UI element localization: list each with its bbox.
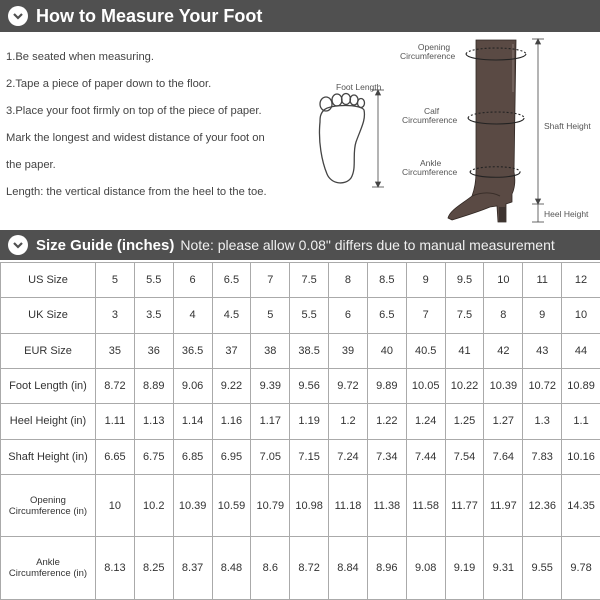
foot-outline-icon	[319, 94, 364, 183]
table-cell: 8.48	[212, 537, 251, 600]
table-cell: 10	[96, 474, 135, 537]
shaft-height-line	[532, 39, 544, 204]
table-cell: 5	[96, 263, 135, 298]
table-cell: 4.5	[212, 298, 251, 333]
table-cell: 6.85	[173, 439, 212, 474]
table-cell: 1.22	[367, 404, 406, 439]
row-header-text: Shaft Height (in)	[8, 450, 88, 463]
heel-height-label: Heel Height	[544, 209, 589, 219]
table-cell: 14.35	[562, 474, 600, 537]
instruction-line: 1.Be seated when measuring.	[6, 51, 155, 63]
table-cell: 10.22	[445, 368, 484, 403]
size-table	[0, 262, 600, 600]
table-cell: 1.3	[523, 404, 562, 439]
table-cell: 10.05	[406, 368, 445, 403]
calf-label-1: Calf	[424, 106, 440, 116]
row-header-text: EUR Size	[24, 344, 72, 357]
row-header	[1, 474, 96, 537]
ankle-label-2: Circumference	[402, 167, 458, 177]
row-header	[1, 404, 96, 439]
table-cell: 10	[484, 263, 523, 298]
table-cell: 6.95	[212, 439, 251, 474]
table-row	[1, 474, 600, 537]
table-cell: 8.25	[134, 537, 173, 600]
instructions	[6, 44, 302, 207]
row-header-text: US Size	[28, 274, 68, 287]
table-cell: 11.97	[484, 474, 523, 537]
table-cell: 8.72	[290, 537, 329, 600]
table-cell: 6.5	[212, 263, 251, 298]
row-header	[1, 368, 96, 403]
table-cell: 9.72	[329, 368, 368, 403]
table-cell: 10.39	[484, 368, 523, 403]
instruction-line: Length: the vertical distance from the heel to the toe.	[6, 186, 267, 199]
row-header	[1, 537, 96, 600]
table-cell: 9.22	[212, 368, 251, 403]
table-cell: 12.36	[523, 474, 562, 537]
table-cell: 7.5	[445, 298, 484, 333]
table-row	[1, 368, 600, 403]
table-cell: 11.58	[406, 474, 445, 537]
size-guide-title: Size Guide (inches)	[36, 236, 175, 254]
table-cell: 6.75	[134, 439, 173, 474]
table-cell: 3.5	[134, 298, 173, 333]
table-cell: 9.08	[406, 537, 445, 600]
row-header-text: Opening	[30, 494, 66, 506]
table-cell: 7.64	[484, 439, 523, 474]
table-cell: 7.54	[445, 439, 484, 474]
table-cell: 1.11	[96, 404, 135, 439]
chevron-down-icon	[8, 235, 28, 255]
opening-label-2: Circumference	[400, 51, 456, 61]
boot-icon	[448, 40, 516, 222]
table-cell: 1.1	[562, 404, 600, 439]
table-cell: 1.27	[484, 404, 523, 439]
table-cell: 9.56	[290, 368, 329, 403]
row-header-text: Heel Height (in)	[9, 415, 87, 428]
table-cell: 41	[445, 333, 484, 368]
table-cell: 7.44	[406, 439, 445, 474]
table-cell: 44	[562, 333, 600, 368]
row-header-text: Ankle	[36, 557, 60, 569]
size-guide-note: Note: please allow 0.08" differs due to manual measurement	[180, 237, 555, 253]
measure-title: How to Measure Your Foot	[36, 5, 263, 26]
table-cell: 6	[173, 263, 212, 298]
table-cell: 10.89	[562, 368, 600, 403]
table-cell: 8	[329, 263, 368, 298]
table-cell: 7.34	[367, 439, 406, 474]
table-row	[1, 404, 600, 439]
table-cell: 9.19	[445, 537, 484, 600]
table-cell: 6	[329, 298, 368, 333]
table-cell: 10.16	[562, 439, 600, 474]
table-cell: 36	[134, 333, 173, 368]
table-cell: 1.14	[173, 404, 212, 439]
table-cell: 7	[251, 263, 290, 298]
table-cell: 1.25	[445, 404, 484, 439]
table-cell: 9.78	[562, 537, 600, 600]
row-header-text: Circumference (in)	[8, 568, 88, 580]
table-cell: 1.16	[212, 404, 251, 439]
foot-boot-diagram	[300, 32, 600, 230]
table-row	[1, 439, 600, 474]
table-cell: 7.05	[251, 439, 290, 474]
instruction-line: 3.Place your foot firmly on top of the piece of paper.	[6, 105, 262, 118]
table-cell: 9	[523, 298, 562, 333]
table-cell: 9.06	[173, 368, 212, 403]
table-cell: 8.37	[173, 537, 212, 600]
table-cell: 1.13	[134, 404, 173, 439]
instruction-line: 2.Tape a piece of paper down to the floor.	[6, 78, 212, 91]
table-cell: 10.98	[290, 474, 329, 537]
table-cell: 8.72	[96, 368, 135, 403]
table-cell: 7.24	[329, 439, 368, 474]
opening-label-1: Opening	[417, 42, 451, 52]
table-cell: 36.5	[173, 333, 212, 368]
instruction-line: the paper.	[6, 159, 56, 172]
table-row	[1, 263, 600, 298]
table-cell: 40.5	[406, 333, 445, 368]
table-cell: 10.79	[251, 474, 290, 537]
table-cell: 8.5	[367, 263, 406, 298]
row-header-text: UK Size	[28, 309, 68, 322]
table-cell: 37	[212, 333, 251, 368]
table-cell: 11	[523, 263, 562, 298]
table-cell: 6.65	[96, 439, 135, 474]
table-cell: 7.83	[523, 439, 562, 474]
table-cell: 7	[406, 298, 445, 333]
table-cell: 9.55	[523, 537, 562, 600]
table-cell: 1.19	[290, 404, 329, 439]
row-header	[1, 333, 96, 368]
table-cell: 8.89	[134, 368, 173, 403]
table-cell: 5.5	[134, 263, 173, 298]
table-cell: 9.39	[251, 368, 290, 403]
table-cell: 38.5	[290, 333, 329, 368]
measurement-illustration	[300, 32, 600, 230]
table-cell: 43	[523, 333, 562, 368]
shaft-height-label: Shaft Height	[544, 121, 591, 131]
row-header	[1, 298, 96, 333]
table-cell: 10.59	[212, 474, 251, 537]
foot-length-line	[372, 90, 384, 187]
table-cell: 10.39	[173, 474, 212, 537]
chevron-down-icon	[8, 6, 28, 26]
table-cell: 1.2	[329, 404, 368, 439]
row-header-text: Foot Length (in)	[9, 380, 87, 393]
table-cell: 8.6	[251, 537, 290, 600]
table-cell: 3	[96, 298, 135, 333]
table-row	[1, 298, 600, 333]
table-cell: 8.96	[367, 537, 406, 600]
table-cell: 1.17	[251, 404, 290, 439]
table-cell: 10.2	[134, 474, 173, 537]
table-row	[1, 333, 600, 368]
table-cell: 35	[96, 333, 135, 368]
table-cell: 11.38	[367, 474, 406, 537]
table-cell: 4	[173, 298, 212, 333]
table-cell: 38	[251, 333, 290, 368]
table-cell: 9.31	[484, 537, 523, 600]
table-cell: 8.84	[329, 537, 368, 600]
table-row	[1, 537, 600, 600]
calf-label-2: Circumference	[402, 115, 458, 125]
table-cell: 11.18	[329, 474, 368, 537]
table-cell: 39	[329, 333, 368, 368]
measure-banner	[0, 0, 600, 32]
table-cell: 5	[251, 298, 290, 333]
table-cell: 10	[562, 298, 600, 333]
size-guide-banner	[0, 230, 600, 260]
table-cell: 8.13	[96, 537, 135, 600]
ankle-label-1: Ankle	[420, 158, 442, 168]
foot-length-label: Foot Length	[336, 82, 382, 92]
table-cell: 7.15	[290, 439, 329, 474]
table-cell: 8	[484, 298, 523, 333]
table-cell: 10.72	[523, 368, 562, 403]
table-cell: 9.89	[367, 368, 406, 403]
table-cell: 1.24	[406, 404, 445, 439]
heel-height-line	[532, 204, 544, 222]
table-cell: 12	[562, 263, 600, 298]
row-header	[1, 263, 96, 298]
instruction-line: Mark the longest and widest distance of your foot on	[6, 132, 265, 145]
table-cell: 11.77	[445, 474, 484, 537]
row-header	[1, 439, 96, 474]
table-cell: 42	[484, 333, 523, 368]
table-cell: 40	[367, 333, 406, 368]
table-cell: 5.5	[290, 298, 329, 333]
table-cell: 9	[406, 263, 445, 298]
table-cell: 7.5	[290, 263, 329, 298]
table-cell: 6.5	[367, 298, 406, 333]
row-header-text: Circumference (in)	[8, 505, 88, 517]
table-cell: 9.5	[445, 263, 484, 298]
